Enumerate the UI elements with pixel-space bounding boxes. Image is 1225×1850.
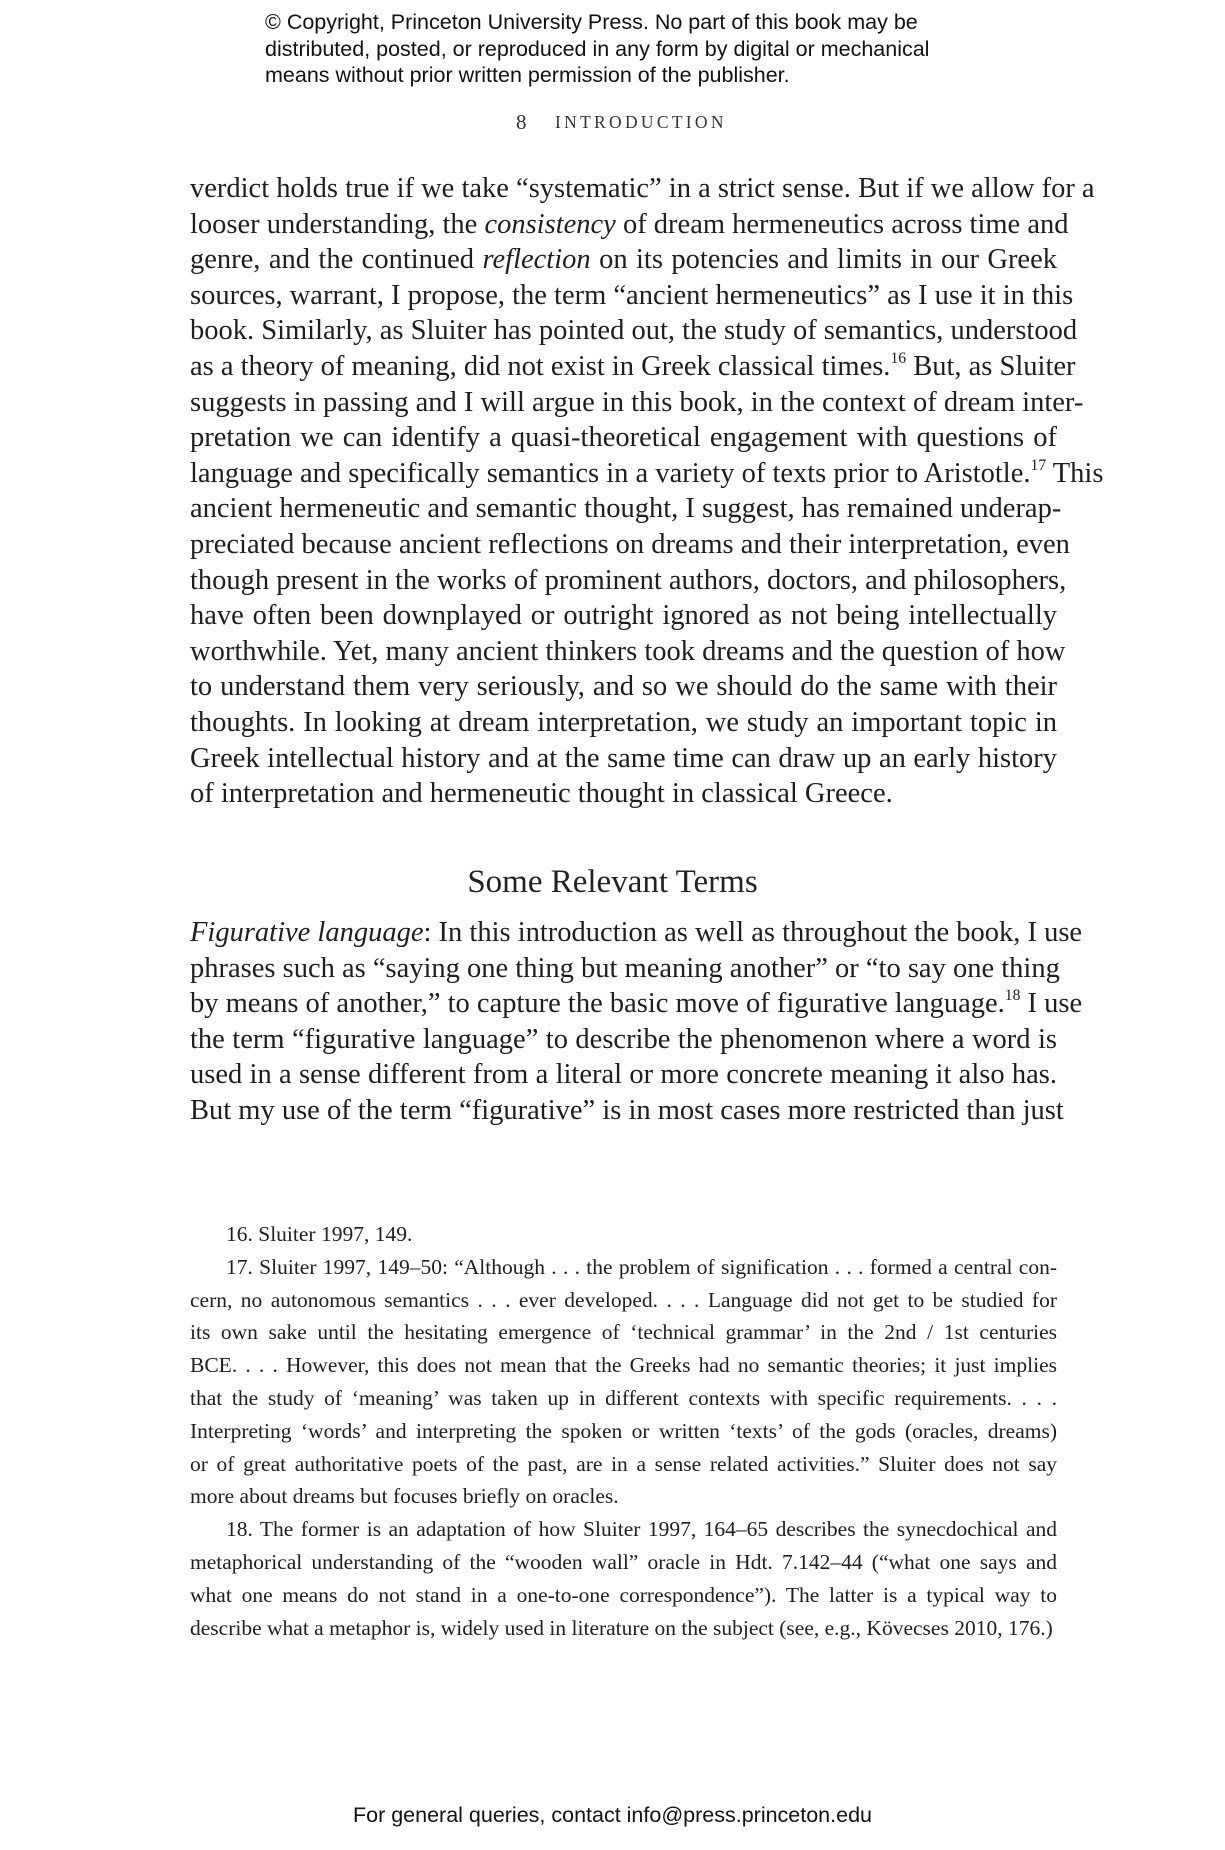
text-run[interactable]: I use [1020,988,1083,1020]
text-line [190,456,1104,492]
text-line [190,741,1057,777]
footnote-reference[interactable]: 17 [1030,457,1047,474]
text-line [190,420,1057,456]
text-line [190,705,1057,741]
footnote-reference[interactable]: 16 [890,350,907,368]
text-run[interactable]: looser understanding, the [190,208,485,240]
text-run[interactable]: preciated because ancient reflections on dreams and their interpretation, even [190,528,1070,560]
text-run[interactable]: But, as Sluiter [906,350,1076,382]
text-run[interactable]: of interpretation and hermeneutic thought in classical Greece. [190,778,893,810]
text-run[interactable]: by means of another,” to capture the basic move of figurative language. [190,988,1005,1020]
text-run[interactable]: pretation we can identify a quasi-theoretical engagement with questions of [190,422,1057,454]
text-line [190,951,1060,987]
text-line [190,776,1057,812]
footnote-17: 17. Sluiter 1997, 149–50: “Although . . . the problem of signification . . . formed a central con- [226,1254,1057,1279]
text-run[interactable]: on its potencies and limits in our Greek [590,244,1057,276]
footnote-line: describe what a metaphor is, widely used in literature on the subject (see, e.g., Kövecses 2010, 176.) [190,1615,1053,1640]
footnotes [190,1218,1057,1644]
text-line [190,207,1069,243]
text-run[interactable]: though present in the works of prominent authors, doctors, and philosophers, [190,564,1067,596]
text-line [190,669,1057,705]
text-line [190,385,1084,421]
footnote-reference[interactable]: 18 [1004,987,1021,1005]
copyright-line: means without prior written permission of the publisher. [265,63,790,87]
paragraph-1 [190,171,1104,812]
footnote-line: or of great authoritative poets of the past, are in a sense related activities.” Sluiter does not say [190,1451,1057,1476]
paragraph-2 [190,915,1083,1129]
text-line [190,986,1083,1022]
footnote-18: 18. The former is an adaptation of how Sluiter 1997, 164–65 describes the synecdochical and [226,1517,1057,1542]
text-run[interactable]: This [1046,457,1104,489]
text-line [190,278,1074,314]
text-run[interactable]: But my use of the term “figurative” is in most cases more restricted than just [190,1094,1064,1126]
section-heading: Some Relevant Terms [467,864,758,900]
text-line [190,915,1083,951]
copyright-line: distributed, posted, or reproduced in any form by digital or mechanical [265,36,930,61]
footnote-line: cern, no autonomous semantics . . . ever developed. . . . Language did not get to be studied for [190,1287,1057,1312]
copyright-notice [265,9,985,89]
text-run[interactable]: of dream hermeneutics across time and [615,208,1069,240]
text-line [190,349,1076,385]
text-run[interactable]: ancient hermeneutic and semantic thought, I suggest, has remained underap- [190,493,1062,525]
footnote-16: 16. Sluiter 1997, 149. [226,1222,413,1246]
text-line [190,491,1062,527]
text-run[interactable]: sources, warrant, I propose, the term “ancient hermeneutics” as I use it in this [190,279,1074,311]
text-run[interactable]: as a theory of meaning, did not exist in Greek classical times. [190,350,891,382]
italic-term: consistency [484,208,616,240]
text-run[interactable]: thoughts. In looking at dream interpretation, we study an important topic in [190,706,1057,738]
text-run[interactable]: verdict holds true if we take “systematic” in a strict sense. But if we allow for a [190,173,1095,204]
text-line [190,563,1067,599]
text-line [190,598,1057,634]
contact-footer: For general queries, contact info@press.princeton.edu [352,1803,872,1827]
text-run[interactable]: : In this introduction as well as throughout the book, I use [423,917,1083,948]
page-number: 8 [516,110,527,134]
text-line [190,313,1078,349]
text-run[interactable]: genre, and the continued [190,244,483,276]
text-line [190,1057,1057,1093]
footnote-line: what one means do not stand in a one-to-one correspondence”). The latter is a typical way to [190,1582,1057,1607]
text-line [190,1093,1064,1129]
text-line [190,634,1066,670]
footnote-line: its own sake until the hesitating emergence of ‘technical grammar’ in the 2nd / 1st centuries [190,1320,1057,1345]
footnote-line: that the study of ‘meaning’ was taken up in different contexts with specific requirements. . . . [190,1385,1057,1410]
footnote-line: Interpreting ‘words’ and interpreting the spoken or written ‘texts’ of the gods (oracles, dreams) [190,1418,1057,1443]
text-run[interactable]: suggests in passing and I will argue in this book, in the context of dream inter- [190,386,1084,418]
text-line [190,1022,1057,1058]
text-run[interactable]: to understand them very seriously, and so we should do the same with their [190,671,1057,703]
text-run[interactable]: worthwhile. Yet, many ancient thinkers took dreams and the question of how [190,635,1066,667]
footnote-line: BCE. . . . However, this does not mean that the Greeks had no semantic theories; it just implies [190,1353,1057,1378]
text-run[interactable]: book. Similarly, as Sluiter has pointed out, the study of semantics, understood [190,315,1078,347]
footnote-line: metaphorical understanding of the “wooden wall” oracle in Hdt. 7.142–44 (“what one says and [190,1549,1057,1574]
copyright-line: © Copyright, Princeton University Press. No part of this book may be [265,10,918,34]
chapter-title: INTRODUCTION [555,112,727,132]
footnote-line: more about dreams but focuses briefly on oracles. [190,1484,619,1509]
text-run[interactable]: phrases such as “saying one thing but meaning another” or “to say one thing [190,952,1060,984]
italic-term: Figurative language [190,917,424,948]
text-run[interactable]: Greek intellectual history and at the same time can draw up an early history [190,742,1057,774]
italic-term: reflection [482,244,591,276]
text-line [190,171,1095,207]
text-run[interactable]: the term “figurative language” to describe the phenomenon where a word is [190,1023,1057,1055]
text-line [190,527,1070,563]
running-head [0,110,1225,140]
text-run[interactable]: used in a sense different from a literal or more concrete meaning it also has. [190,1059,1057,1091]
text-line [190,242,1057,278]
text-run[interactable]: have often been downplayed or outright ignored as not being intellectually [190,600,1057,632]
text-run[interactable]: language and specifically semantics in a variety of texts prior to Aristotle. [190,457,1031,489]
